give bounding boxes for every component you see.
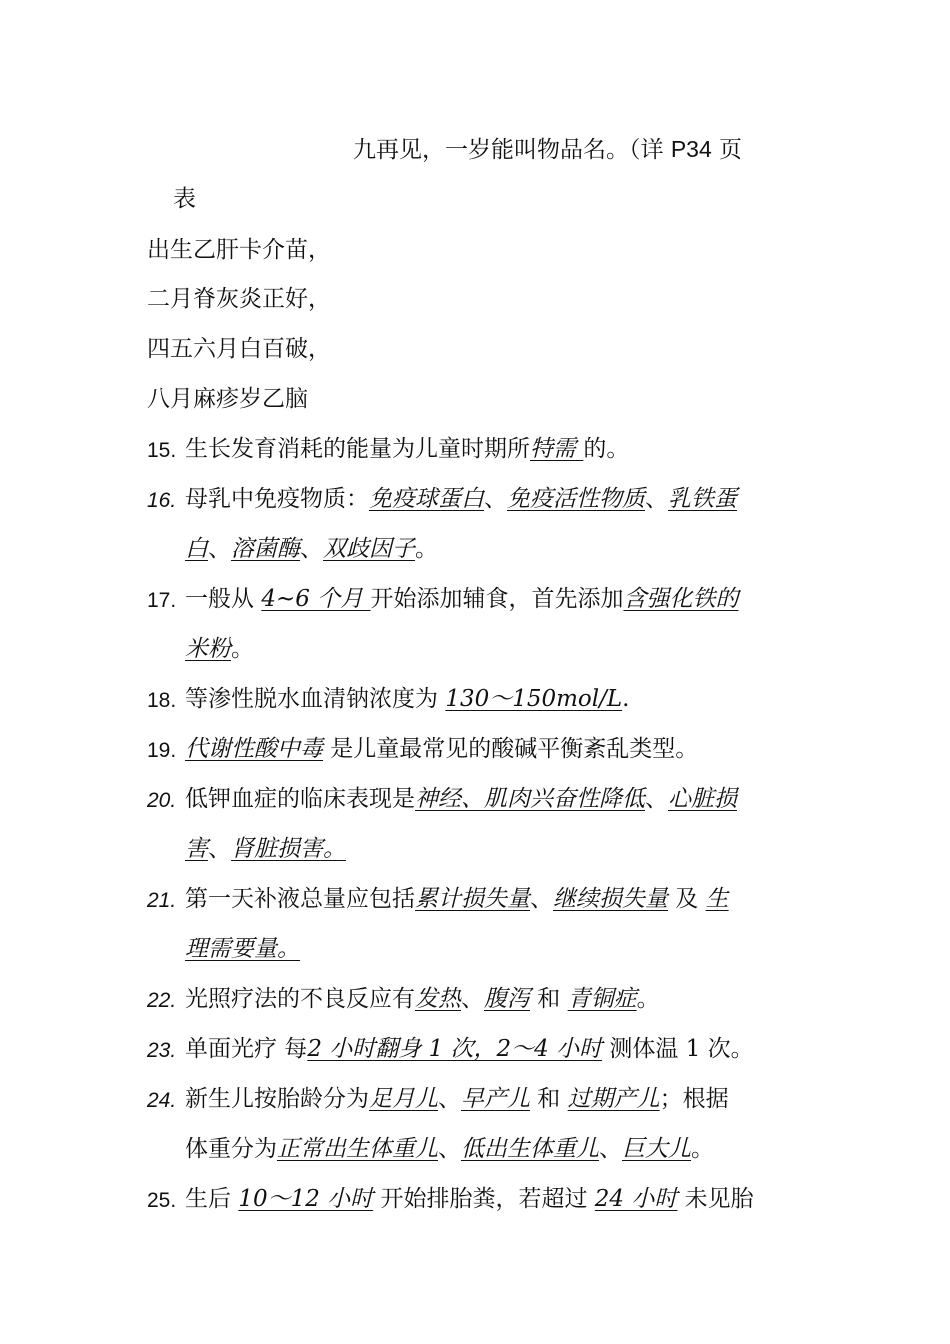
answer-blank: 2 小时翻身 1 次，2～4 小时 xyxy=(307,1036,603,1062)
item-number: 19. xyxy=(147,739,177,762)
item-text: 、 xyxy=(438,1086,461,1112)
item-line xyxy=(185,1034,754,1064)
item-text: 。 xyxy=(231,636,254,662)
answer-blank: 青铜症 xyxy=(567,986,637,1012)
item-text: 体重分为 xyxy=(185,1136,277,1162)
item-number: 21. xyxy=(147,889,177,912)
answer-blank: 10～12 小时 xyxy=(238,1186,374,1212)
item-text: 。 xyxy=(415,536,438,562)
top-line-text-end: 页 xyxy=(711,137,743,163)
item-text: 生后 xyxy=(185,1186,239,1212)
item-line xyxy=(185,584,738,614)
item-number: 23. xyxy=(147,1039,177,1062)
item-line xyxy=(185,1084,729,1114)
item-text: 、 xyxy=(645,786,668,812)
answer-blank: 米粉 xyxy=(185,636,231,662)
item-text: 开始添加辅食，首先添加 xyxy=(370,586,624,612)
answer-blank: 继续损失量 xyxy=(553,886,668,912)
item-text: 、 xyxy=(438,1136,461,1162)
item-text: 未见胎 xyxy=(677,1186,754,1212)
item-text: 开始排胎粪，若超过 xyxy=(373,1186,595,1212)
item-text: 第一天补液总量应包括 xyxy=(185,886,415,912)
item-text: 是儿童最常见的酸碱平衡紊乱类型。 xyxy=(323,736,699,762)
answer-blank: 害 xyxy=(185,836,208,862)
table-word: 表 xyxy=(173,186,196,212)
answer-blank: 溶菌酶 xyxy=(231,536,300,562)
answer-blank: 腹泻 xyxy=(484,986,530,1012)
item-line xyxy=(185,884,729,914)
top-line-text: 九再见，一岁能叫物品名。（详 xyxy=(353,137,671,163)
rhyme-line: 八月麻疹岁乙脑 xyxy=(147,386,308,412)
item-line xyxy=(185,484,737,514)
item-text: 、 xyxy=(300,536,323,562)
item-number: 18. xyxy=(147,689,177,712)
item-text: 、 xyxy=(461,986,484,1012)
answer-blank: 乳铁蛋 xyxy=(668,486,737,512)
item-number: 16. xyxy=(147,489,177,512)
item-text: 、 xyxy=(645,486,668,512)
item-number: 24. xyxy=(147,1089,177,1112)
item-text: 和 xyxy=(530,1086,568,1112)
item-text: 生长发育消耗的能量为儿童时期所 xyxy=(185,436,530,462)
item-text: 、 xyxy=(599,1136,622,1162)
item-text: 母乳中免疫物质： xyxy=(185,486,369,512)
answer-blank: 4~6 个月 xyxy=(261,586,371,612)
item-line xyxy=(185,934,300,964)
answer-blank: 正常出生体重儿 xyxy=(277,1136,438,1162)
item-text: 、 xyxy=(208,536,231,562)
answer-blank: 低出生体重儿 xyxy=(461,1136,599,1162)
answer-blank: 生 xyxy=(705,886,729,912)
item-line xyxy=(185,634,254,664)
rhyme-line: 四五六月白百破， xyxy=(147,336,331,362)
answer-blank: 含强化铁的 xyxy=(623,586,739,612)
item-text: 、 xyxy=(530,886,553,912)
item-line xyxy=(185,984,660,1014)
answer-blank: 130～150mol/L xyxy=(445,686,623,712)
item-text: 光照疗法的不良反应有 xyxy=(185,986,415,1012)
item-line xyxy=(185,534,438,564)
item-text: 新生儿按胎龄分为 xyxy=(185,1086,369,1112)
item-text: 、 xyxy=(208,836,231,862)
answer-blank: 24 小时 xyxy=(594,1186,678,1212)
item-text: ；根据 xyxy=(659,1086,729,1112)
answer-blank: 累计损失量 xyxy=(415,886,530,912)
top-line xyxy=(353,134,742,165)
item-number: 22. xyxy=(147,989,177,1012)
item-number: 15. xyxy=(147,439,177,462)
answer-blank: 双歧因子 xyxy=(323,536,415,562)
item-text: 的。 xyxy=(583,436,630,462)
item-number: 17. xyxy=(147,589,177,612)
item-text: 等渗性脱水血清钠浓度为 xyxy=(185,686,446,712)
answer-blank: 白 xyxy=(185,536,208,562)
item-text: 低钾血症的临床表现是 xyxy=(185,786,415,812)
page-reference: P34 xyxy=(670,136,712,162)
answer-blank: 理需要量。 xyxy=(185,936,300,962)
item-text: 及 xyxy=(668,886,706,912)
answer-blank: 肾脏损害。 xyxy=(231,836,346,862)
item-number: 20. xyxy=(147,789,177,812)
answer-blank: 心脏损 xyxy=(668,786,737,812)
answer-blank: 巨大儿 xyxy=(622,1136,691,1162)
answer-blank: 神经、肌肉兴奋性降低 xyxy=(415,786,645,812)
item-text: 测体温 1 次。 xyxy=(602,1036,754,1062)
item-line xyxy=(185,684,629,714)
answer-blank: 足月儿 xyxy=(369,1086,438,1112)
answer-blank: 特需 xyxy=(530,436,584,462)
answer-blank: 免疫球蛋白 xyxy=(369,486,484,512)
answer-blank: 早产儿 xyxy=(461,1086,530,1112)
item-text: 单面光疗 每 xyxy=(185,1036,308,1062)
answer-blank: 过期产儿 xyxy=(567,1086,660,1112)
item-text: 、 xyxy=(484,486,507,512)
rhyme-line: 二月脊灰炎正好， xyxy=(147,286,331,312)
item-line xyxy=(185,784,737,814)
rhyme-line: 出生乙肝卡介苗， xyxy=(147,237,331,263)
answer-blank: 免疫活性物质 xyxy=(507,486,645,512)
answer-blank: 发热 xyxy=(415,986,461,1012)
answer-blank: 代谢性酸中毒 xyxy=(185,736,323,762)
item-text: 一般从 xyxy=(185,586,262,612)
item-number: 25. xyxy=(147,1189,177,1212)
item-line xyxy=(185,734,698,764)
item-line xyxy=(185,1184,754,1214)
item-text: 。 xyxy=(636,986,660,1012)
item-text: . xyxy=(622,686,630,712)
item-line xyxy=(185,434,629,464)
item-line xyxy=(185,834,346,864)
item-text: 。 xyxy=(691,1136,714,1162)
item-line xyxy=(185,1134,714,1164)
item-text: 和 xyxy=(530,986,568,1012)
